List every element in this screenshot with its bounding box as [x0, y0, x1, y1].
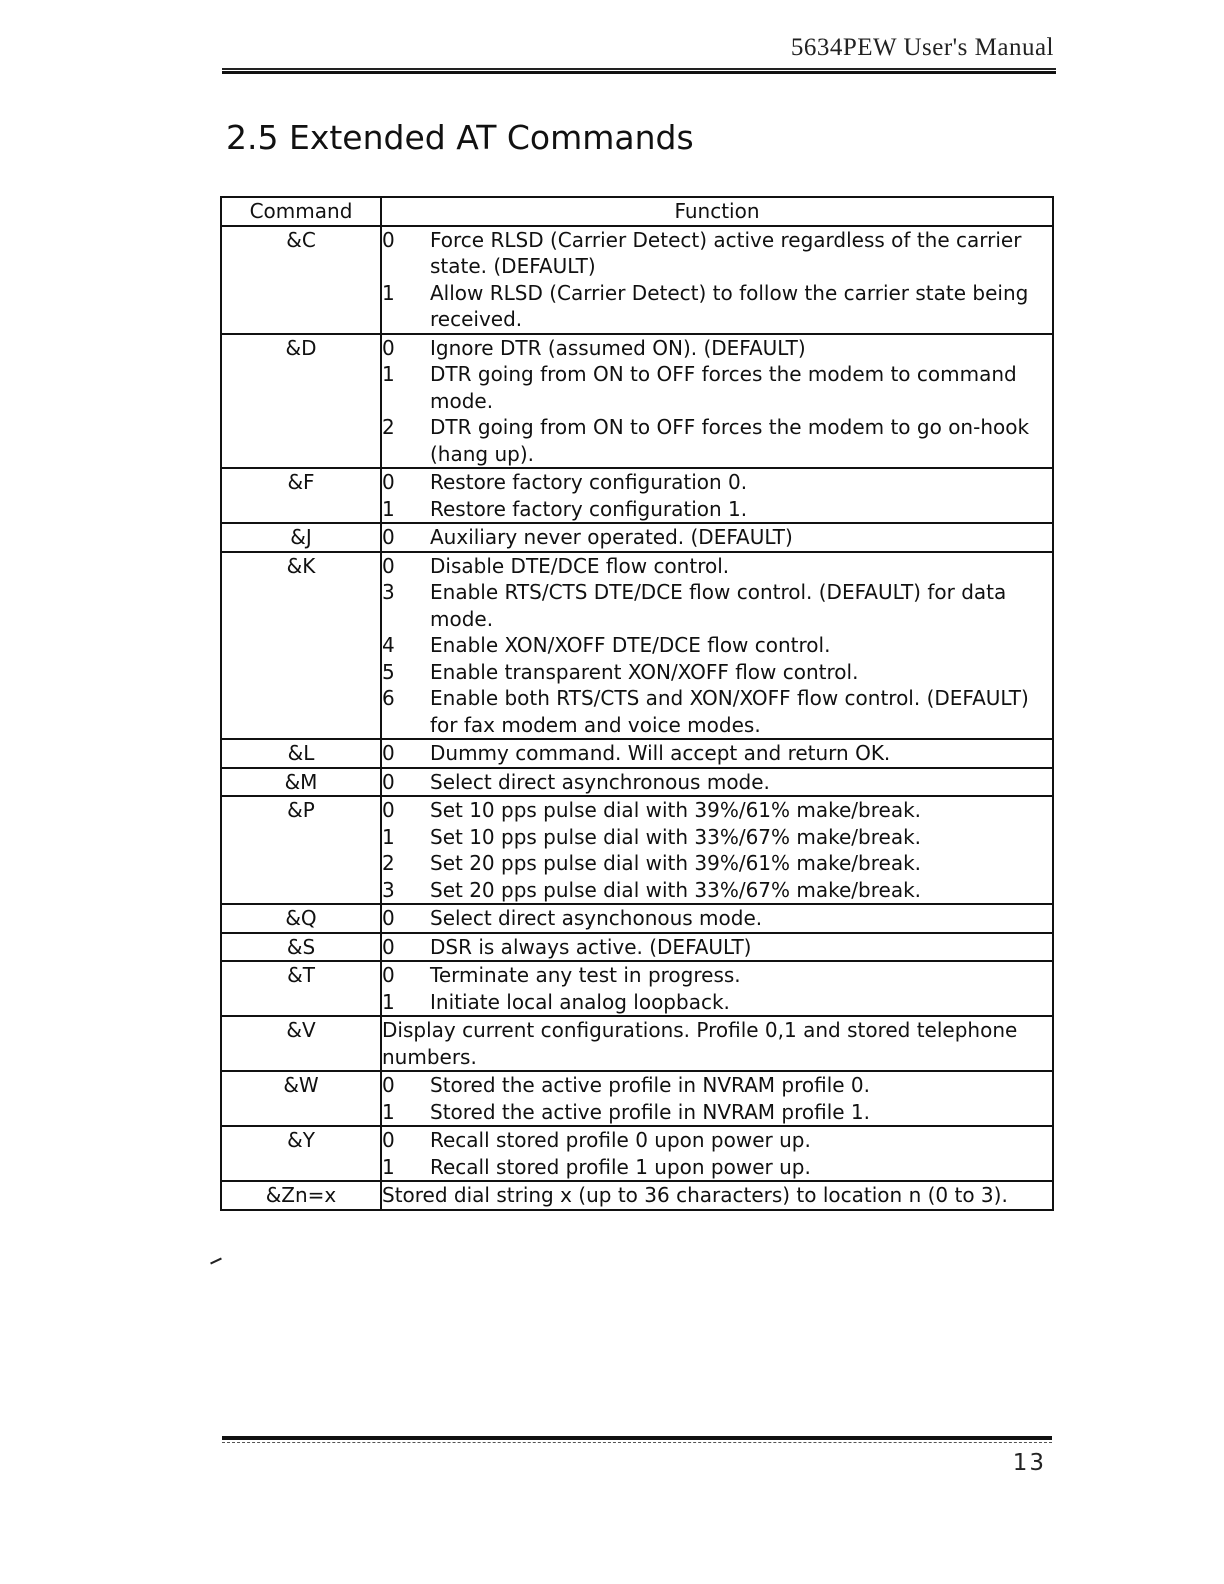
- option-description: Terminate any test in progress.: [430, 963, 741, 987]
- option-value: 1: [382, 1099, 395, 1124]
- option-description: Select direct asynchonous mode.: [430, 906, 763, 930]
- table-row: [221, 552, 1053, 740]
- command-code: &Y: [221, 1126, 381, 1181]
- option-description: Set 20 pps pulse dial with 33%/67% make/break.: [430, 877, 922, 902]
- option-value: 4: [382, 633, 395, 657]
- option-value: 0: [382, 227, 395, 252]
- option-value: 0: [382, 906, 395, 930]
- option-description: Initiate local analog loopback.: [430, 989, 730, 1014]
- function-option: [382, 361, 1052, 414]
- column-header-command: Command: [221, 197, 381, 226]
- command-code: &D: [221, 334, 381, 469]
- option-description: Restore factory configuration 0.: [430, 470, 748, 494]
- function-option: [382, 962, 1052, 989]
- column-header-function: Function: [381, 197, 1053, 226]
- command-code: &V: [221, 1016, 381, 1071]
- function-option: [382, 934, 1052, 961]
- function-option: [382, 335, 1052, 362]
- command-function: [381, 226, 1053, 334]
- option-value: 0: [382, 470, 395, 494]
- option-description: Recall stored profile 0 upon power up.: [430, 1128, 811, 1152]
- option-description: Stored the active profile in NVRAM profile 0.: [430, 1073, 870, 1097]
- command-function: [381, 1016, 1053, 1071]
- option-value: 0: [382, 1128, 395, 1152]
- option-description: Select direct asynchronous mode.: [430, 769, 770, 794]
- table-row: [221, 904, 1053, 933]
- command-code: &P: [221, 796, 381, 904]
- command-function: [381, 768, 1053, 797]
- command-code: &F: [221, 468, 381, 523]
- option-value: 0: [382, 1073, 395, 1097]
- option-description: Disable DTE/DCE flow control.: [430, 553, 730, 578]
- table-body: [221, 226, 1053, 1210]
- command-function: [381, 796, 1053, 904]
- table-row: [221, 334, 1053, 469]
- function-option: [382, 579, 1052, 632]
- command-code: &L: [221, 739, 381, 768]
- function-option: [382, 769, 1052, 796]
- function-option: [382, 824, 1052, 851]
- table-row: [221, 1181, 1053, 1210]
- function-option: [382, 1099, 1052, 1126]
- function-option: [382, 685, 1052, 738]
- table-row: [221, 796, 1053, 904]
- table-row: [221, 468, 1053, 523]
- function-option: [382, 797, 1052, 824]
- option-description: Set 10 pps pulse dial with 39%/61% make/break.: [430, 798, 922, 822]
- function-option: [382, 280, 1052, 333]
- function-option: [382, 524, 1052, 551]
- command-code: &T: [221, 961, 381, 1016]
- function-option: [382, 989, 1052, 1016]
- function-option: [382, 1154, 1052, 1181]
- table-row: [221, 933, 1053, 962]
- option-description: Allow RLSD (Carrier Detect) to follow the carrier state being received.: [430, 280, 1029, 331]
- command-function: [381, 334, 1053, 469]
- table-row: [221, 961, 1053, 1016]
- table-row: [221, 1071, 1053, 1126]
- function-option: [382, 469, 1052, 496]
- command-code: &J: [221, 523, 381, 552]
- option-value: 6: [382, 686, 395, 710]
- option-value: 0: [382, 798, 395, 822]
- function-description: Display current configurations. Profile 0,1 and stored telephone numbers.: [382, 1018, 1018, 1069]
- table-row: [221, 226, 1053, 334]
- command-function: [381, 961, 1053, 1016]
- option-description: DSR is always active. (DEFAULT): [430, 934, 752, 959]
- running-header: 5634PEW User's Manual: [790, 34, 1054, 61]
- option-value: 0: [382, 963, 395, 987]
- option-value: 0: [382, 741, 395, 765]
- option-value: 2: [382, 851, 395, 875]
- option-value: 0: [382, 525, 395, 549]
- function-option: [382, 877, 1052, 904]
- option-value: 0: [382, 553, 395, 578]
- option-value: 0: [382, 934, 395, 959]
- option-description: Restore factory configuration 1.: [430, 496, 748, 521]
- command-code: &S: [221, 933, 381, 962]
- function-option: [382, 414, 1052, 467]
- option-value: 1: [382, 1154, 395, 1179]
- option-description: Set 10 pps pulse dial with 33%/67% make/break.: [430, 824, 922, 849]
- function-option: [382, 850, 1052, 877]
- at-commands-table: [220, 196, 1054, 1211]
- function-option: [382, 659, 1052, 686]
- option-value: 3: [382, 877, 395, 902]
- command-code: &Q: [221, 904, 381, 933]
- page-number: 13: [1012, 1450, 1046, 1476]
- table-row: [221, 523, 1053, 552]
- option-description: Recall stored profile 1 upon power up.: [430, 1154, 811, 1179]
- header-rule: [222, 68, 1056, 74]
- table-row: [221, 768, 1053, 797]
- function-option: [382, 632, 1052, 659]
- option-description: DTR going from ON to OFF forces the modem to go on-hook (hang up).: [430, 415, 1030, 466]
- option-value: 1: [382, 362, 395, 386]
- option-description: Stored the active profile in NVRAM profile 1.: [430, 1099, 870, 1124]
- command-function: [381, 1181, 1053, 1210]
- table-row: [221, 1126, 1053, 1181]
- command-code: &K: [221, 552, 381, 740]
- section-title: 2.5 Extended AT Commands: [226, 118, 694, 157]
- option-description: Auxiliary never operated. (DEFAULT): [430, 525, 793, 549]
- function-option: [382, 496, 1052, 523]
- option-description: DTR going from ON to OFF forces the modem to command mode.: [430, 362, 1017, 413]
- option-value: 3: [382, 580, 395, 604]
- command-function: [381, 904, 1053, 933]
- option-description: Enable both RTS/CTS and XON/XOFF flow control. (DEFAULT) for fax modem and voice modes.: [430, 686, 1029, 737]
- option-description: Dummy command. Will accept and return OK.: [430, 741, 891, 765]
- option-value: 1: [382, 824, 395, 849]
- footer-rule: [222, 1436, 1052, 1443]
- option-description: Enable transparent XON/XOFF flow control.: [430, 659, 859, 684]
- command-code: &Zn=x: [221, 1181, 381, 1210]
- command-function: [381, 1071, 1053, 1126]
- option-description: Enable XON/XOFF DTE/DCE flow control.: [430, 633, 831, 657]
- table-row: [221, 739, 1053, 768]
- option-value: 0: [382, 769, 395, 794]
- command-function: [381, 1126, 1053, 1181]
- command-function: [381, 523, 1053, 552]
- table-header-row: [221, 197, 1053, 226]
- option-value: 1: [382, 280, 395, 305]
- function-option: [382, 740, 1052, 767]
- option-description: Force RLSD (Carrier Detect) active regardless of the carrier state. (DEFAULT): [430, 227, 1022, 278]
- function-option: [382, 553, 1052, 580]
- command-function: [381, 468, 1053, 523]
- command-function: [381, 739, 1053, 768]
- option-value: 0: [382, 335, 395, 360]
- stray-pen-mark: [210, 1258, 222, 1265]
- command-code: &C: [221, 226, 381, 334]
- option-description: Ignore DTR (assumed ON). (DEFAULT): [430, 335, 806, 360]
- function-option: [382, 1127, 1052, 1154]
- option-value: 1: [382, 496, 395, 521]
- option-value: 2: [382, 415, 395, 439]
- function-option: [382, 227, 1052, 280]
- command-function: [381, 552, 1053, 740]
- option-description: Set 20 pps pulse dial with 39%/61% make/break.: [430, 851, 922, 875]
- function-option: [382, 905, 1052, 932]
- table-row: [221, 1016, 1053, 1071]
- function-option: [382, 1072, 1052, 1099]
- option-value: 5: [382, 659, 395, 684]
- command-code: &M: [221, 768, 381, 797]
- function-description: Stored dial string x (up to 36 characters) to location n (0 to 3).: [382, 1183, 1008, 1207]
- option-value: 1: [382, 989, 395, 1014]
- option-description: Enable RTS/CTS DTE/DCE flow control. (DEFAULT) for data mode.: [430, 580, 1007, 631]
- command-function: [381, 933, 1053, 962]
- command-code: &W: [221, 1071, 381, 1126]
